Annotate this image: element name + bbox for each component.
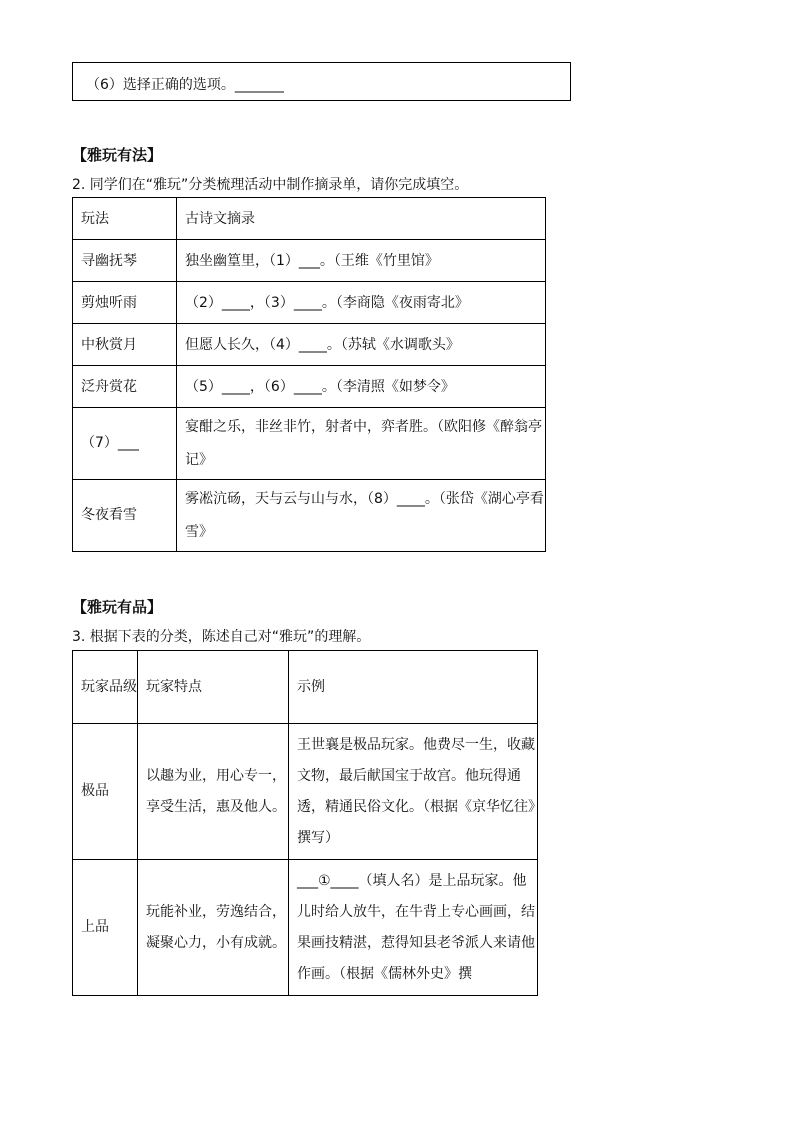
excerpt-cell: 独坐幽篁里，（1）___。（王维《竹里馆》 (177, 240, 546, 282)
play-method-cell: 中秋赏月 (73, 324, 177, 366)
header-cell: 玩家品级 (73, 651, 138, 724)
excerpt-cell: 雾凇沆砀，天与云与山与水，（8）____。（张岱《湖心亭看雪》 (177, 480, 546, 552)
excerpt-cell: （5）____，（6）____。（李清照《如梦令》 (177, 366, 546, 408)
question-3-prompt: 3. 根据下表的分类，陈述自己对“雅玩”的理解。 (72, 629, 371, 645)
example-cell: 王世襄是极品玩家。他费尽一生，收藏文物，最后献国宝于故宫。他玩得通透，精通民俗文化。（根据《京华忆往》撰写） (289, 724, 538, 860)
header-cell: 古诗文摘录 (177, 198, 546, 240)
excerpt-cell: （2）____，（3）____。（李商隐《夜雨寄北》 (177, 282, 546, 324)
example-cell: ___①____（填人名）是上品玩家。他儿时给人放牛，在牛背上专心画画，结果画技精湛，惹得知县老爷派人来请他作画。（根据《儒林外史》撰 (289, 860, 538, 996)
play-method-cell: （7）___ (73, 408, 177, 480)
play-method-cell: 剪烛听雨 (73, 282, 177, 324)
excerpt-cell: 宴酣之乐，非丝非竹，射者中，弈者胜。（欧阳修《醉翁亭记》 (177, 408, 546, 480)
header-cell: 玩法 (73, 198, 177, 240)
player-grade-table (72, 650, 538, 996)
play-method-cell: 泛舟赏花 (73, 366, 177, 408)
traits-cell: 以趣为业，用心专一，享受生活，惠及他人。 (138, 724, 289, 860)
table-row (73, 480, 546, 552)
table-row (73, 724, 538, 860)
excerpt-table (72, 197, 546, 552)
excerpt-cell: 但愿人长久，（4）____。（苏轼《水调歌头》 (177, 324, 546, 366)
table-row (73, 408, 546, 480)
header-cell: 玩家特点 (138, 651, 289, 724)
question-6-text: （6）选择正确的选项。_______ (86, 77, 284, 93)
table-header-row (73, 198, 546, 240)
grade-cell: 上品 (73, 860, 138, 996)
grade-cell: 极品 (73, 724, 138, 860)
table-header-row (73, 651, 538, 724)
section-heading-yawan-youpin: 【雅玩有品】 (72, 598, 163, 616)
question-6-box (72, 62, 571, 101)
section-heading-yawan-youfa: 【雅玩有法】 (72, 146, 163, 164)
play-method-cell: 冬夜看雪 (73, 480, 177, 552)
play-method-cell: 寻幽抚琴 (73, 240, 177, 282)
table-row (73, 324, 546, 366)
question-2-prompt: 2. 同学们在“雅玩”分类梳理活动中制作摘录单，请你完成填空。 (72, 177, 469, 193)
table-row (73, 282, 546, 324)
table-row (73, 860, 538, 996)
table-row (73, 366, 546, 408)
table-row (73, 240, 546, 282)
header-cell: 示例 (289, 651, 538, 724)
traits-cell: 玩能补业，劳逸结合，凝聚心力，小有成就。 (138, 860, 289, 996)
